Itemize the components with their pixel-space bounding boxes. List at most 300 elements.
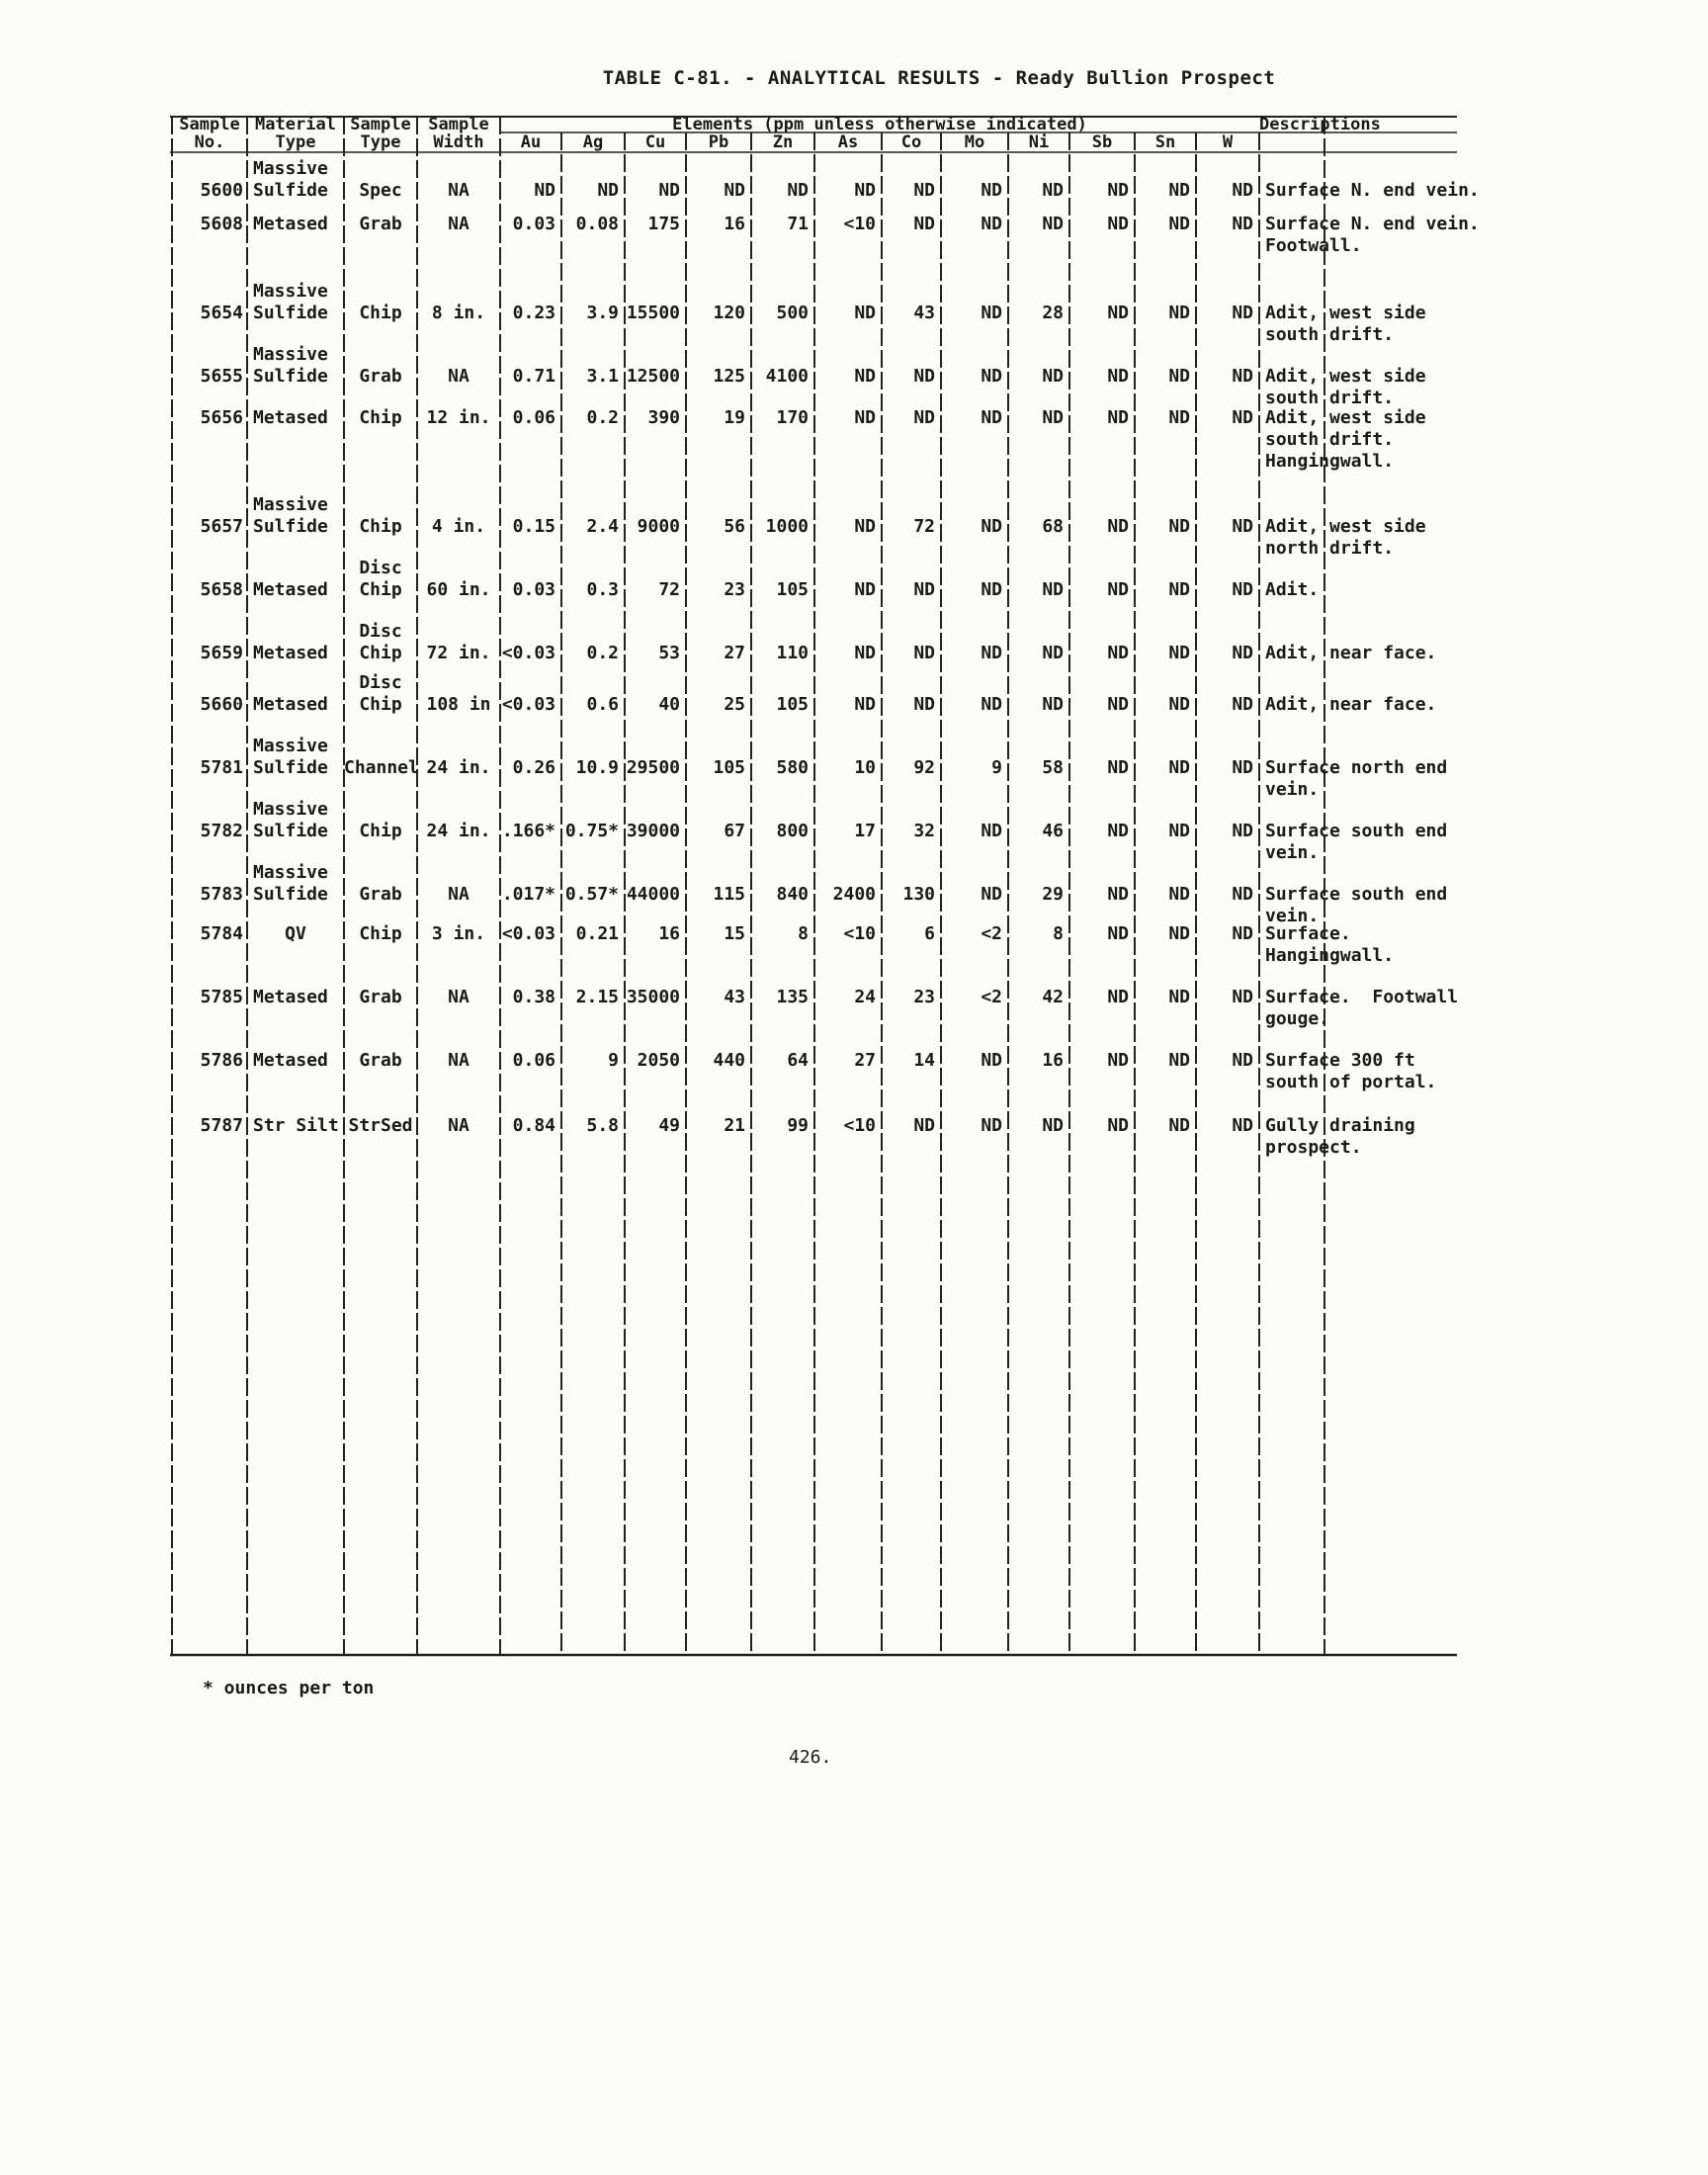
element-value-au: 0.03 (512, 214, 555, 234)
element-value-sn: ND (1168, 884, 1190, 905)
header-sample-no: Sample (179, 115, 240, 134)
element-value-zn: 105 (776, 694, 809, 715)
element-value-as: <10 (843, 1115, 876, 1136)
material-type: Metased (253, 214, 328, 234)
description: vein. (1265, 779, 1320, 800)
element-value-mo: ND (981, 821, 1002, 841)
description: Adit, near face. (1265, 694, 1437, 715)
header-descriptions: Descriptions (1259, 115, 1381, 134)
description: Surface N. end vein. (1265, 214, 1480, 234)
sample-width: 60 in. (426, 579, 491, 600)
sample-type: Chip (359, 643, 402, 663)
description: Adit, west side (1265, 407, 1426, 428)
element-value-sn: ND (1168, 1115, 1190, 1136)
material-type: Sulfide (253, 821, 328, 841)
element-value-sb: ND (1107, 579, 1129, 600)
sample-type: Grab (359, 366, 402, 387)
sample-type: Chip (359, 516, 402, 537)
element-value-sb: ND (1107, 516, 1129, 537)
element-value-ag: 2.4 (586, 516, 619, 537)
element-value-zn: 105 (776, 579, 809, 600)
element-value-ni: ND (1042, 407, 1064, 428)
element-value-zn: 1000 (765, 516, 809, 537)
header-sample-width: Width (433, 132, 484, 152)
material-type: Metased (253, 1050, 328, 1071)
element-value-pb: 27 (724, 643, 745, 663)
element-value-mo: ND (981, 214, 1002, 234)
sample-no: 5654 (200, 303, 243, 323)
sample-type: Grab (359, 214, 402, 234)
element-value-ni: 68 (1042, 516, 1064, 537)
material-type: Metased (253, 694, 328, 715)
sample-type: StrSed (348, 1115, 413, 1136)
element-value-sb: ND (1107, 821, 1129, 841)
sample-width: NA (448, 987, 470, 1007)
description: Footwall. (1265, 235, 1362, 256)
element-value-w: ND (1232, 643, 1253, 663)
element-value-au: <0.03 (501, 694, 555, 715)
description: Adit. (1265, 579, 1320, 600)
material-type: Massive (253, 799, 328, 820)
sample-no: 5786 (200, 1050, 243, 1071)
description: south drift. (1265, 324, 1395, 345)
sample-type: Chip (359, 821, 402, 841)
element-value-w: ND (1232, 757, 1253, 778)
material-type: Sulfide (253, 366, 328, 387)
element-value-sb: ND (1107, 694, 1129, 715)
element-value-zn: ND (787, 180, 809, 201)
element-value-as: 27 (854, 1050, 876, 1071)
element-value-mo: ND (981, 366, 1002, 387)
header-element-as: As (837, 132, 859, 152)
element-value-ag: 0.6 (586, 694, 619, 715)
element-value-sn: ND (1168, 516, 1190, 537)
element-value-sn: ND (1168, 643, 1190, 663)
element-value-sn: ND (1168, 214, 1190, 234)
footnote: * ounces per ton (203, 1678, 375, 1698)
element-value-as: ND (854, 643, 876, 663)
header-element-ag: Ag (582, 132, 604, 152)
description: Adit, west side (1265, 303, 1426, 323)
element-value-co: 72 (913, 516, 935, 537)
sample-type: Grab (359, 987, 402, 1007)
sample-type: Spec (359, 180, 402, 201)
sample-type: Chip (359, 579, 402, 600)
element-value-ni: 46 (1042, 821, 1064, 841)
header-elements-group: Elements (ppm unless otherwise indicated) (672, 115, 1087, 134)
element-value-co: 130 (902, 884, 935, 905)
sample-no: 5656 (200, 407, 243, 428)
element-value-w: ND (1232, 579, 1253, 600)
element-value-pb: 440 (713, 1050, 745, 1071)
description: south of portal. (1265, 1072, 1437, 1092)
material-type: Sulfide (253, 516, 328, 537)
description: vein. (1265, 842, 1320, 863)
element-value-w: ND (1232, 214, 1253, 234)
element-value-ni: 58 (1042, 757, 1064, 778)
sample-width: 72 in. (426, 643, 491, 663)
material-type: Massive (253, 281, 328, 302)
element-value-cu: 40 (658, 694, 680, 715)
material-type: QV (285, 923, 306, 944)
element-value-sb: ND (1107, 1115, 1129, 1136)
element-value-ag: 0.08 (575, 214, 619, 234)
material-type: Massive (253, 344, 328, 365)
sample-type: Disc (359, 621, 402, 642)
element-value-ni: ND (1042, 1115, 1064, 1136)
element-value-cu: 35000 (626, 987, 680, 1007)
header-material-type: Type (275, 132, 316, 152)
header-element-pb: Pb (708, 132, 729, 152)
element-value-w: ND (1232, 884, 1253, 905)
sample-width: NA (448, 1115, 470, 1136)
element-value-au: <0.03 (501, 923, 555, 944)
element-value-pb: 25 (724, 694, 745, 715)
sample-width: NA (448, 214, 470, 234)
element-value-sn: ND (1168, 303, 1190, 323)
element-value-cu: 390 (647, 407, 680, 428)
element-value-zn: 840 (776, 884, 809, 905)
element-value-mo: ND (981, 407, 1002, 428)
element-value-sn: ND (1168, 987, 1190, 1007)
description: Adit, west side (1265, 366, 1426, 387)
element-value-pb: 125 (713, 366, 745, 387)
element-value-mo: ND (981, 1050, 1002, 1071)
element-value-co: ND (913, 579, 935, 600)
element-value-ni: ND (1042, 214, 1064, 234)
header-element-ni: Ni (1028, 132, 1050, 152)
element-value-au: ND (534, 180, 555, 201)
element-value-pb: 56 (724, 516, 745, 537)
element-value-ag: 0.21 (575, 923, 619, 944)
element-value-ag: 0.75* (564, 821, 619, 841)
element-value-cu: 9000 (637, 516, 680, 537)
element-value-cu: 72 (658, 579, 680, 600)
element-value-zn: 580 (776, 757, 809, 778)
material-type: Metased (253, 579, 328, 600)
element-value-w: ND (1232, 407, 1253, 428)
element-value-cu: 16 (658, 923, 680, 944)
element-value-ag: 9 (608, 1050, 619, 1071)
material-type: Sulfide (253, 180, 328, 201)
header-material-type: Material (255, 115, 336, 134)
sample-no: 5659 (200, 643, 243, 663)
sample-type: Chip (359, 923, 402, 944)
sample-no: 5781 (200, 757, 243, 778)
description: Surface. (1265, 923, 1351, 944)
element-value-au: 0.71 (512, 366, 555, 387)
element-value-ni: ND (1042, 366, 1064, 387)
element-value-cu: 29500 (626, 757, 680, 778)
description: south drift. (1265, 388, 1395, 408)
header-sample-width: Sample (428, 115, 489, 134)
element-value-au: .017* (501, 884, 555, 905)
sample-no: 5658 (200, 579, 243, 600)
element-value-as: 10 (854, 757, 876, 778)
sample-no: 5600 (200, 180, 243, 201)
page-number: 426. (789, 1747, 832, 1768)
element-value-co: 92 (913, 757, 935, 778)
sample-no: 5660 (200, 694, 243, 715)
element-value-ag: 3.9 (586, 303, 619, 323)
element-value-zn: 800 (776, 821, 809, 841)
description: Adit, west side (1265, 516, 1426, 537)
sample-width: NA (448, 180, 470, 201)
element-value-zn: 8 (798, 923, 809, 944)
sample-type: Chip (359, 303, 402, 323)
sample-width: 108 in (426, 694, 491, 715)
element-value-au: 0.15 (512, 516, 555, 537)
element-value-sb: ND (1107, 303, 1129, 323)
element-value-as: ND (854, 303, 876, 323)
element-value-co: 32 (913, 821, 935, 841)
material-type: Sulfide (253, 303, 328, 323)
header-element-cu: Cu (644, 132, 666, 152)
element-value-sb: ND (1107, 757, 1129, 778)
element-value-cu: 53 (658, 643, 680, 663)
element-value-au: 0.03 (512, 579, 555, 600)
element-value-mo: ND (981, 884, 1002, 905)
element-value-pb: 21 (724, 1115, 745, 1136)
element-value-as: 17 (854, 821, 876, 841)
element-value-au: 0.06 (512, 407, 555, 428)
element-value-ni: ND (1042, 180, 1064, 201)
description: Surface south end (1265, 821, 1448, 841)
element-value-co: ND (913, 694, 935, 715)
element-value-sn: ND (1168, 923, 1190, 944)
sample-width: 24 in. (426, 757, 491, 778)
element-value-au: 0.84 (512, 1115, 555, 1136)
element-value-mo: ND (981, 303, 1002, 323)
element-value-zn: 500 (776, 303, 809, 323)
element-value-au: 0.38 (512, 987, 555, 1007)
element-value-co: ND (913, 407, 935, 428)
element-value-as: ND (854, 579, 876, 600)
element-value-w: ND (1232, 821, 1253, 841)
element-value-co: 6 (924, 923, 935, 944)
element-value-as: ND (854, 366, 876, 387)
sample-no: 5657 (200, 516, 243, 537)
element-value-w: ND (1232, 1050, 1253, 1071)
element-value-co: ND (913, 366, 935, 387)
header-element-au: Au (520, 132, 542, 152)
description: Gully draining (1265, 1115, 1415, 1136)
element-value-cu: 2050 (637, 1050, 680, 1071)
element-value-co: 43 (913, 303, 935, 323)
element-value-as: ND (854, 516, 876, 537)
material-type: Metased (253, 407, 328, 428)
element-value-sn: ND (1168, 757, 1190, 778)
header-element-co: Co (900, 132, 922, 152)
element-value-pb: 43 (724, 987, 745, 1007)
header-element-zn: Zn (772, 132, 794, 152)
material-type: Sulfide (253, 884, 328, 905)
sample-type: Channel (344, 757, 419, 778)
element-value-as: <10 (843, 214, 876, 234)
material-type: Massive (253, 736, 328, 756)
sample-no: 5655 (200, 366, 243, 387)
header-sample-type: Sample (350, 115, 411, 134)
element-value-pb: ND (724, 180, 745, 201)
element-value-mo: <2 (981, 923, 1002, 944)
description: Hangingwall. (1265, 451, 1395, 472)
sample-type: Disc (359, 672, 402, 693)
element-value-sb: ND (1107, 366, 1129, 387)
sample-type: Grab (359, 1050, 402, 1071)
element-value-w: ND (1232, 180, 1253, 201)
header-element-w: W (1222, 132, 1234, 152)
sample-no: 5783 (200, 884, 243, 905)
page-title: TABLE C-81. - ANALYTICAL RESULTS - Ready Bullion Prospect (602, 67, 1276, 89)
element-value-sb: ND (1107, 1050, 1129, 1071)
material-type: Massive (253, 862, 328, 883)
sample-type: Chip (359, 407, 402, 428)
element-value-w: ND (1232, 516, 1253, 537)
analytical-results-table (170, 115, 1480, 1657)
element-value-sb: ND (1107, 884, 1129, 905)
element-value-as: 24 (854, 987, 876, 1007)
element-value-sn: ND (1168, 1050, 1190, 1071)
element-value-sn: ND (1168, 180, 1190, 201)
material-type: Sulfide (253, 757, 328, 778)
sample-type: Chip (359, 694, 402, 715)
element-value-zn: 64 (787, 1050, 809, 1071)
element-value-as: 2400 (832, 884, 876, 905)
element-value-ni: ND (1042, 579, 1064, 600)
element-value-w: ND (1232, 1115, 1253, 1136)
element-value-sb: ND (1107, 407, 1129, 428)
element-value-co: 14 (913, 1050, 935, 1071)
element-value-ni: 29 (1042, 884, 1064, 905)
sample-no: 5785 (200, 987, 243, 1007)
element-value-w: ND (1232, 923, 1253, 944)
element-value-as: ND (854, 407, 876, 428)
sample-width: NA (448, 366, 470, 387)
element-value-ni: 8 (1053, 923, 1064, 944)
element-value-as: ND (854, 180, 876, 201)
sample-width: NA (448, 1050, 470, 1071)
element-value-cu: ND (658, 180, 680, 201)
element-value-ni: ND (1042, 643, 1064, 663)
element-value-sb: ND (1107, 643, 1129, 663)
element-value-ag: 0.3 (586, 579, 619, 600)
element-value-w: ND (1232, 366, 1253, 387)
element-value-pb: 105 (713, 757, 745, 778)
element-value-co: ND (913, 180, 935, 201)
element-value-ag: ND (597, 180, 619, 201)
element-value-ni: ND (1042, 694, 1064, 715)
element-value-mo: ND (981, 694, 1002, 715)
material-type: Metased (253, 987, 328, 1007)
sample-width: 4 in. (431, 516, 486, 537)
sample-type: Grab (359, 884, 402, 905)
element-value-mo: <2 (981, 987, 1002, 1007)
element-value-ni: 16 (1042, 1050, 1064, 1071)
element-value-pb: 23 (724, 579, 745, 600)
element-value-mo: ND (981, 1115, 1002, 1136)
element-value-mo: ND (981, 643, 1002, 663)
element-value-cu: 15500 (626, 303, 680, 323)
element-value-pb: 19 (724, 407, 745, 428)
material-type: Massive (253, 158, 328, 179)
element-value-as: <10 (843, 923, 876, 944)
element-value-w: ND (1232, 303, 1253, 323)
element-value-pb: 15 (724, 923, 745, 944)
element-value-ag: 5.8 (586, 1115, 619, 1136)
description: vein. (1265, 906, 1320, 926)
header-element-mo: Mo (964, 132, 985, 152)
element-value-zn: 71 (787, 214, 809, 234)
element-value-ni: 42 (1042, 987, 1064, 1007)
header-element-sb: Sb (1091, 132, 1113, 152)
sample-no: 5782 (200, 821, 243, 841)
element-value-pb: 67 (724, 821, 745, 841)
element-value-ag: 2.15 (575, 987, 619, 1007)
description: north drift. (1265, 538, 1395, 559)
element-value-cu: 175 (647, 214, 680, 234)
element-value-zn: 99 (787, 1115, 809, 1136)
description: Hangingwall. (1265, 945, 1395, 966)
sample-no: 5608 (200, 214, 243, 234)
element-value-cu: 44000 (626, 884, 680, 905)
element-value-sb: ND (1107, 214, 1129, 234)
element-value-ag: 0.57* (564, 884, 619, 905)
element-value-zn: 4100 (765, 366, 809, 387)
element-value-zn: 110 (776, 643, 809, 663)
element-value-pb: 16 (724, 214, 745, 234)
element-value-as: ND (854, 694, 876, 715)
description: Surface north end (1265, 757, 1448, 778)
element-value-mo: ND (981, 516, 1002, 537)
element-value-w: ND (1232, 987, 1253, 1007)
header-element-sn: Sn (1154, 132, 1176, 152)
element-value-zn: 135 (776, 987, 809, 1007)
description: Surface N. end vein. (1265, 180, 1480, 201)
element-value-sn: ND (1168, 821, 1190, 841)
element-value-sn: ND (1168, 579, 1190, 600)
description: Adit, near face. (1265, 643, 1437, 663)
element-value-ni: 28 (1042, 303, 1064, 323)
description: gouge. (1265, 1008, 1330, 1029)
material-type: Str Silt (253, 1115, 339, 1136)
element-value-cu: 12500 (626, 366, 680, 387)
description: Surface. Footwall (1265, 987, 1459, 1007)
element-value-cu: 49 (658, 1115, 680, 1136)
element-value-au: 0.26 (512, 757, 555, 778)
element-value-au: 0.06 (512, 1050, 555, 1071)
element-value-ag: 3.1 (586, 366, 619, 387)
element-value-sb: ND (1107, 180, 1129, 201)
sample-width: NA (448, 884, 470, 905)
element-value-sn: ND (1168, 366, 1190, 387)
element-value-ag: 10.9 (575, 757, 619, 778)
element-value-cu: 39000 (626, 821, 680, 841)
sample-type: Disc (359, 558, 402, 578)
element-value-mo: ND (981, 579, 1002, 600)
element-value-co: ND (913, 643, 935, 663)
element-value-au: 0.23 (512, 303, 555, 323)
element-value-sb: ND (1107, 923, 1129, 944)
header-sample-no: No. (194, 132, 225, 152)
element-value-co: ND (913, 214, 935, 234)
sample-no: 5784 (200, 923, 243, 944)
description: south drift. (1265, 429, 1395, 450)
material-type: Massive (253, 494, 328, 515)
element-value-ag: 0.2 (586, 407, 619, 428)
description: Surface south end (1265, 884, 1448, 905)
element-value-zn: 170 (776, 407, 809, 428)
sample-width: 8 in. (431, 303, 486, 323)
